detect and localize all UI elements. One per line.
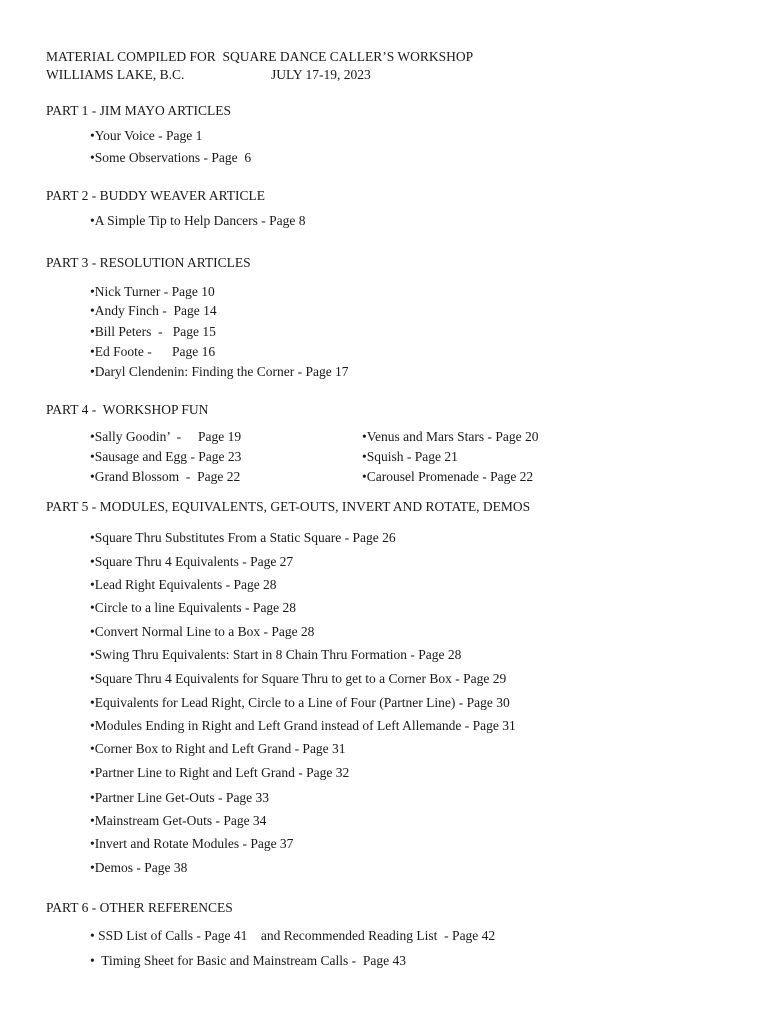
list-item: •Partner Line to Right and Left Grand - Page 32 xyxy=(90,765,350,780)
header-dates: JULY 17-19, 2023 xyxy=(271,67,371,82)
list-item: •Some Observations - Page 6 xyxy=(90,150,252,165)
list-item: •Corner Box to Right and Left Grand - Page 31 xyxy=(90,741,346,756)
list-item: •Sausage and Egg - Page 23 xyxy=(90,449,242,464)
list-item: •Square Thru 4 Equivalents for Square Thru to get to a Corner Box - Page 29 xyxy=(90,671,507,686)
header-location: WILLIAMS LAKE, B.C. xyxy=(46,67,185,82)
list-item: •Sally Goodin’ - Page 19 xyxy=(90,429,242,444)
list-item: •Grand Blossom - Page 22 xyxy=(90,469,241,484)
part3-heading: PART 3 - RESOLUTION ARTICLES xyxy=(46,255,251,270)
list-item: •Square Thru 4 Equivalents - Page 27 xyxy=(90,554,294,569)
list-item: •Circle to a line Equivalents - Page 28 xyxy=(90,600,297,615)
list-item: • SSD List of Calls - Page 41 and Recommended Reading List - Page 42 xyxy=(90,928,496,943)
list-item: • Timing Sheet for Basic and Mainstream Calls - Page 43 xyxy=(90,953,406,968)
list-item: •Andy Finch - Page 14 xyxy=(90,303,217,318)
list-item: •Equivalents for Lead Right, Circle to a Line of Four (Partner Line) - Page 30 xyxy=(90,695,510,710)
list-item: •Nick Turner - Page 10 xyxy=(90,284,215,299)
list-item: •Venus and Mars Stars - Page 20 xyxy=(362,429,539,444)
part4-heading: PART 4 - WORKSHOP FUN xyxy=(46,402,209,417)
list-item: •Demos - Page 38 xyxy=(90,860,188,875)
list-item: •Squish - Page 21 xyxy=(362,449,458,464)
list-item: •Mainstream Get-Outs - Page 34 xyxy=(90,813,267,828)
list-item: •Convert Normal Line to a Box - Page 28 xyxy=(90,624,315,639)
list-item: •Bill Peters - Page 15 xyxy=(90,324,216,339)
list-item: •A Simple Tip to Help Dancers - Page 8 xyxy=(90,213,306,228)
list-item: •Carousel Promenade - Page 22 xyxy=(362,469,534,484)
list-item: •Swing Thru Equivalents: Start in 8 Chain Thru Formation - Page 28 xyxy=(90,647,462,662)
list-item: •Your Voice - Page 1 xyxy=(90,128,203,143)
part6-heading: PART 6 - OTHER REFERENCES xyxy=(46,900,233,915)
list-item: •Square Thru Substitutes From a Static Square - Page 26 xyxy=(90,530,396,545)
part5-heading: PART 5 - MODULES, EQUIVALENTS, GET-OUTS, INVERT AND ROTATE, DEMOS xyxy=(46,499,531,514)
document-title: MATERIAL COMPILED FOR SQUARE DANCE CALLER’S WORKSHOP xyxy=(46,49,474,64)
list-item: •Partner Line Get-Outs - Page 33 xyxy=(90,790,270,805)
part2-heading: PART 2 - BUDDY WEAVER ARTICLE xyxy=(46,188,266,203)
list-item: •Invert and Rotate Modules - Page 37 xyxy=(90,836,294,851)
list-item: •Ed Foote - Page 16 xyxy=(90,344,216,359)
part1-heading: PART 1 - JIM MAYO ARTICLES xyxy=(46,103,232,118)
list-item: •Modules Ending in Right and Left Grand instead of Left Allemande - Page 31 xyxy=(90,718,516,733)
list-item: •Daryl Clendenin: Finding the Corner - Page 17 xyxy=(90,364,349,379)
list-item: •Lead Right Equivalents - Page 28 xyxy=(90,577,277,592)
